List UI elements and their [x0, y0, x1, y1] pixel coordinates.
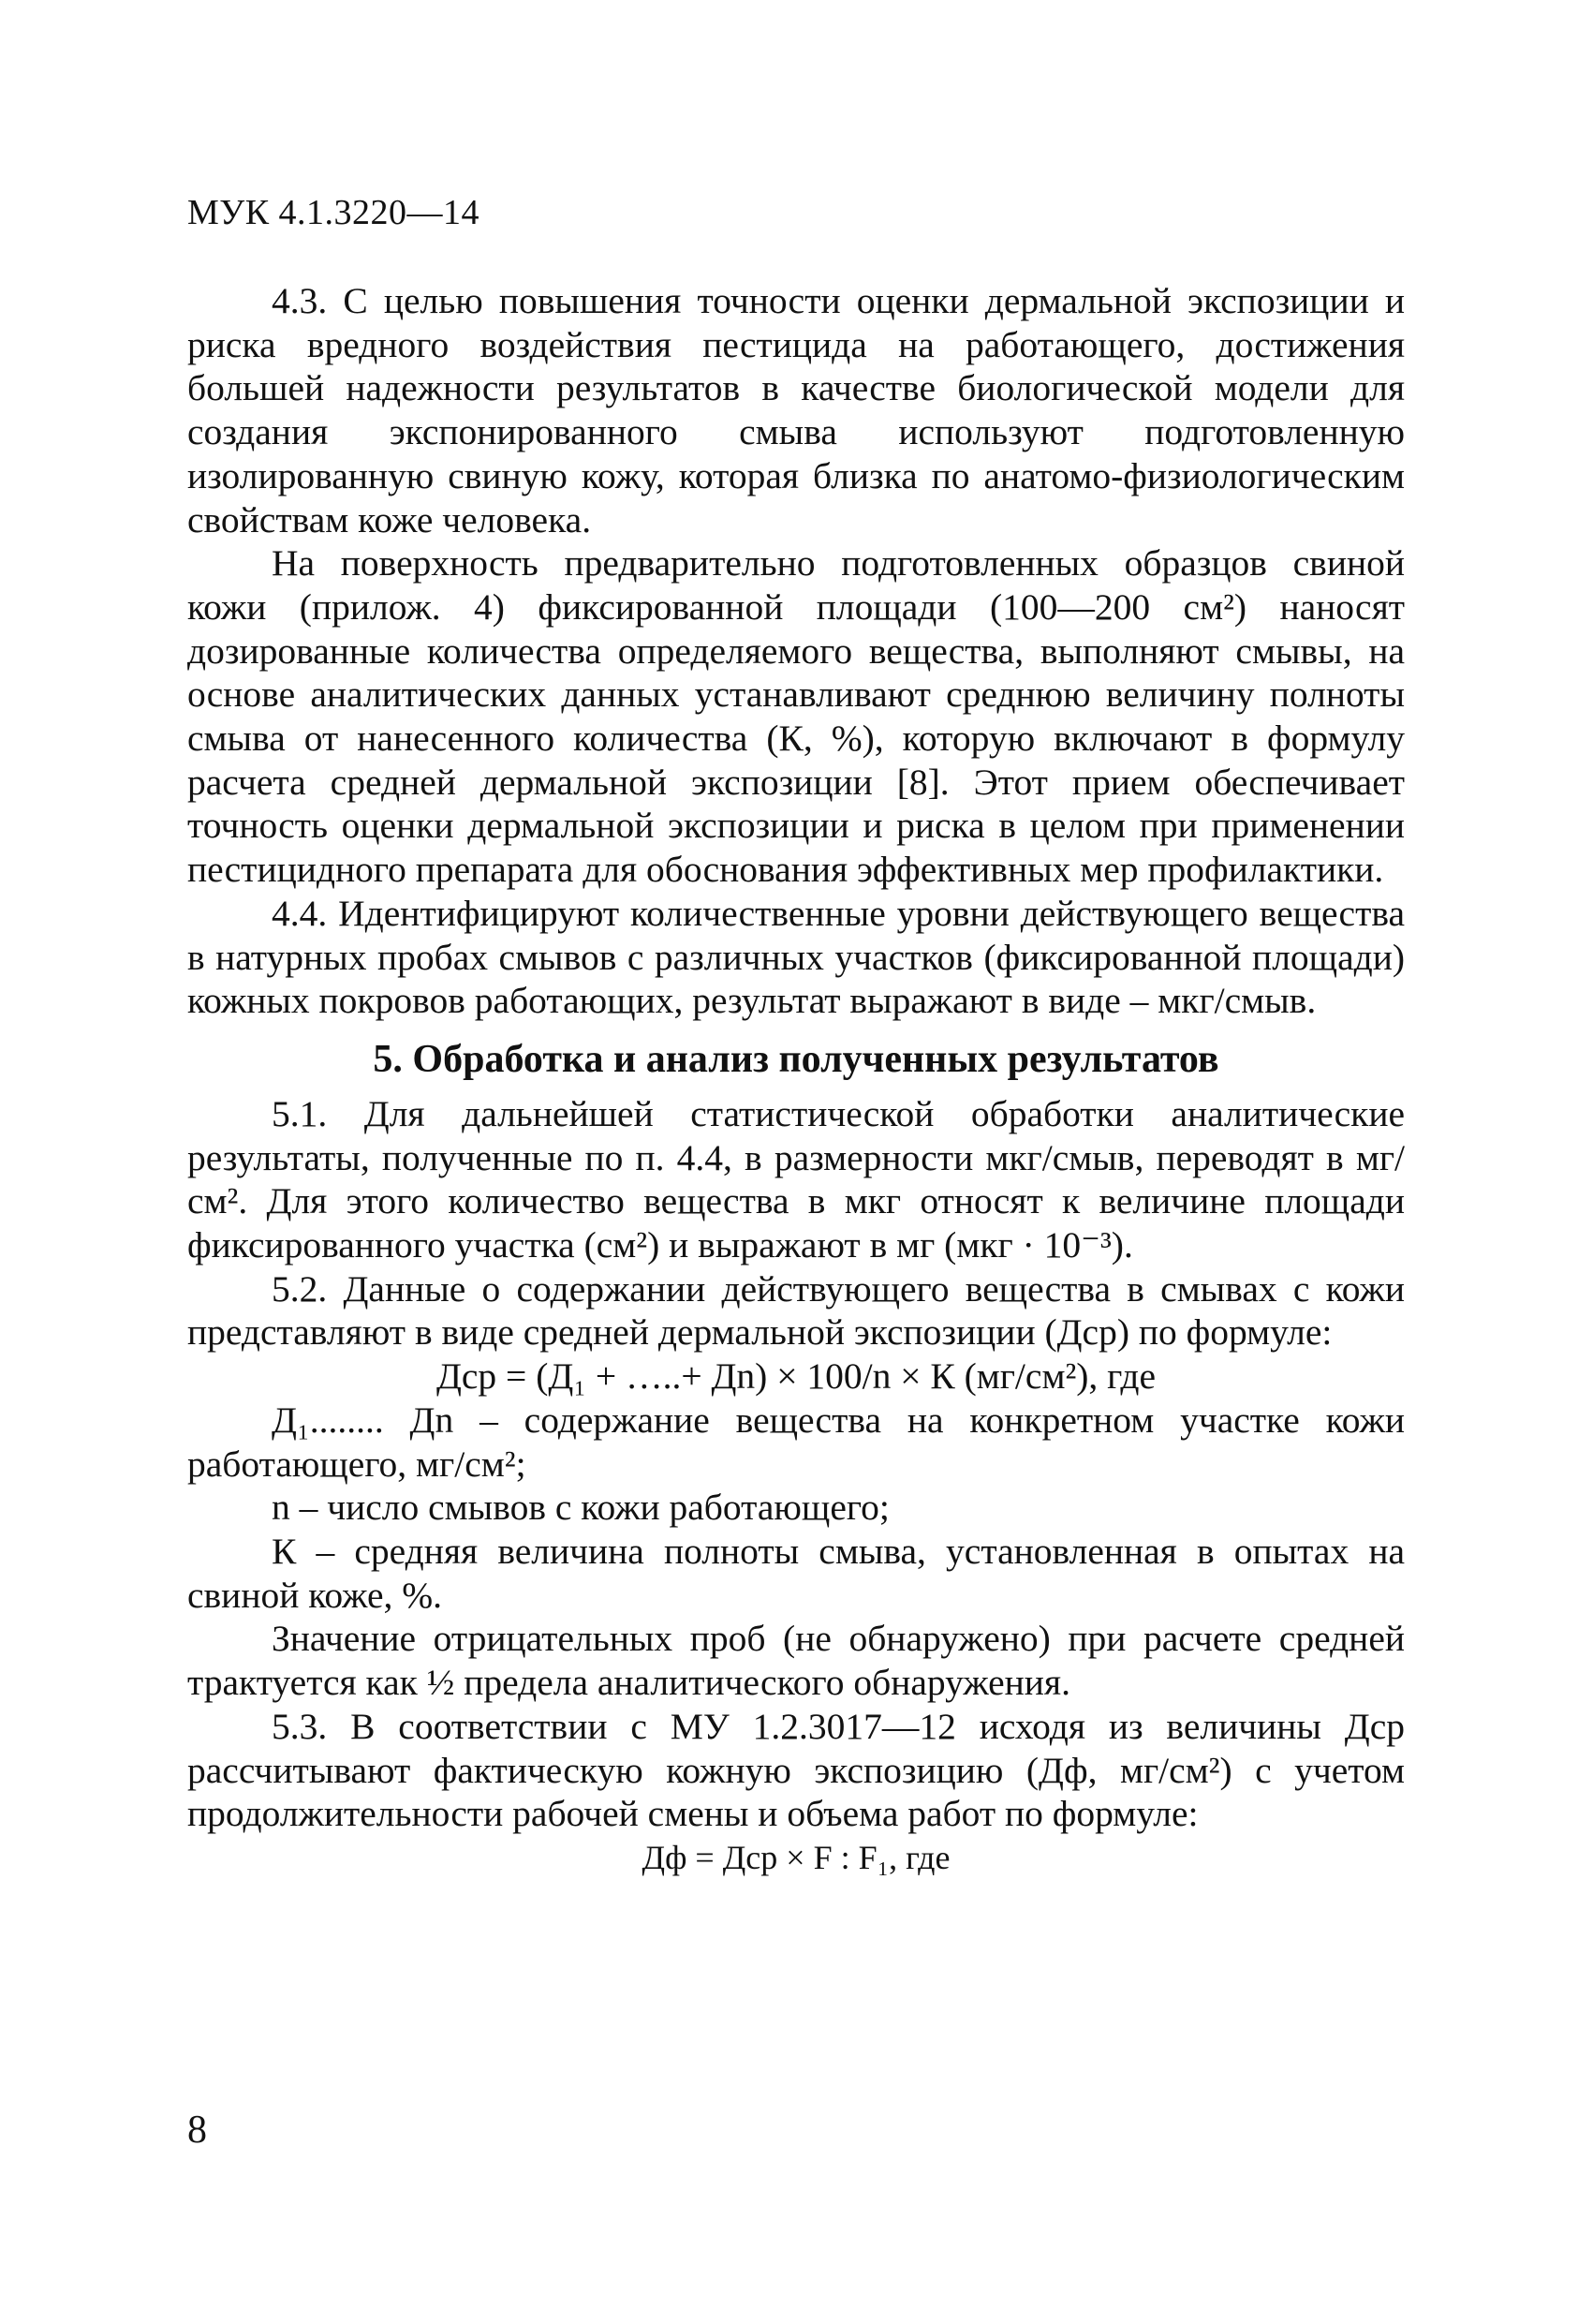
paragraph-5-3: 5.3. В соответствии с МУ 1.2.3017—12 исходя из величины Дср рассчитывают фактическую кожную экспозицию (Дф, мг/см²) с учетом продолжительности рабочей смены и объема работ по формуле:	[187, 1705, 1405, 1835]
paragraph-4-4: 4.4. Идентифицируют количественные уровни действующего вещества в натурных пробах смывов с различных участков (фиксированной площади) кожных покровов работающих, результат выражают в виде – мкг/смыв.	[187, 892, 1405, 1022]
section-5-heading: 5. Обработка и анализ полученных результатов	[373, 1037, 1219, 1081]
paragraph-5-1: 5.1. Для дальнейшей статистической обработки аналитические результаты, полученные по п. 4.4, в размерности мкг/смыв, переводят в мг/см². Для этого количество вещества в мкг относят к величине площади фиксированного участка (см²) и выражают в мг (мкг · 10⁻³).	[187, 1092, 1405, 1266]
paragraph-4-3: 4.3. С целью повышения точности оценки дермальной экспозиции и риска вредного воздействия пестицида на работающего, достижения большей надежности результатов в качестве биологической модели для создания экспонированного смыва используют подготовленную изолированную свиную кожу, которая близка по анатомо-физиологическим свойствам коже человека.	[187, 280, 1405, 540]
formula-actual-exposure: Дф = Дср × F : F₁, где	[642, 1838, 951, 1876]
paragraph-negative-samples: Значение отрицательных проб (не обнаружено) при расчете средней трактуется как ½ предела аналитического обнаружения.	[187, 1618, 1405, 1704]
paragraph-5-2: 5.2. Данные о содержании действующего вещества в смывах с кожи представляют в виде средней дермальной экспозиции (Дср) по формуле:	[187, 1267, 1405, 1354]
page-number: 8	[187, 2109, 207, 2152]
definition-k: К – средняя величина полноты смыва, установленная в опытах на свиной коже, %.	[187, 1530, 1405, 1616]
paragraph-4-3-pig-skin: На поверхность предварительно подготовленных образцов свиной кожи (прилож. 4) фиксированной площади (100—200 см²) наносят дозированные количества определяемого вещества, выполняют смывы, на основе аналитических данных устанавливают среднюю величину полноты смыва от нанесенного количества (К, %), которую включают в формулу расчета средней дермальной экспозиции [8]. Этот прием обеспечивает точность оценки дермальной экспозиции и риска в целом при применении пестицидного препарата для обоснования эффективных мер профилактики.	[187, 542, 1405, 891]
definition-n: n – число смывов с кожи работающего;	[272, 1487, 890, 1529]
definition-d: Д₁........ Дn – содержание вещества на конкретном участке кожи работающего, мг/см²;	[187, 1399, 1405, 1485]
document-code-header: МУК 4.1.3220—14	[187, 193, 480, 232]
page-body	[187, 279, 1405, 1880]
formula-average-dermal-exposure: Дср = (Д₁ + …..+ Дn) × 100/n × К (мг/см²), где	[435, 1355, 1157, 1398]
